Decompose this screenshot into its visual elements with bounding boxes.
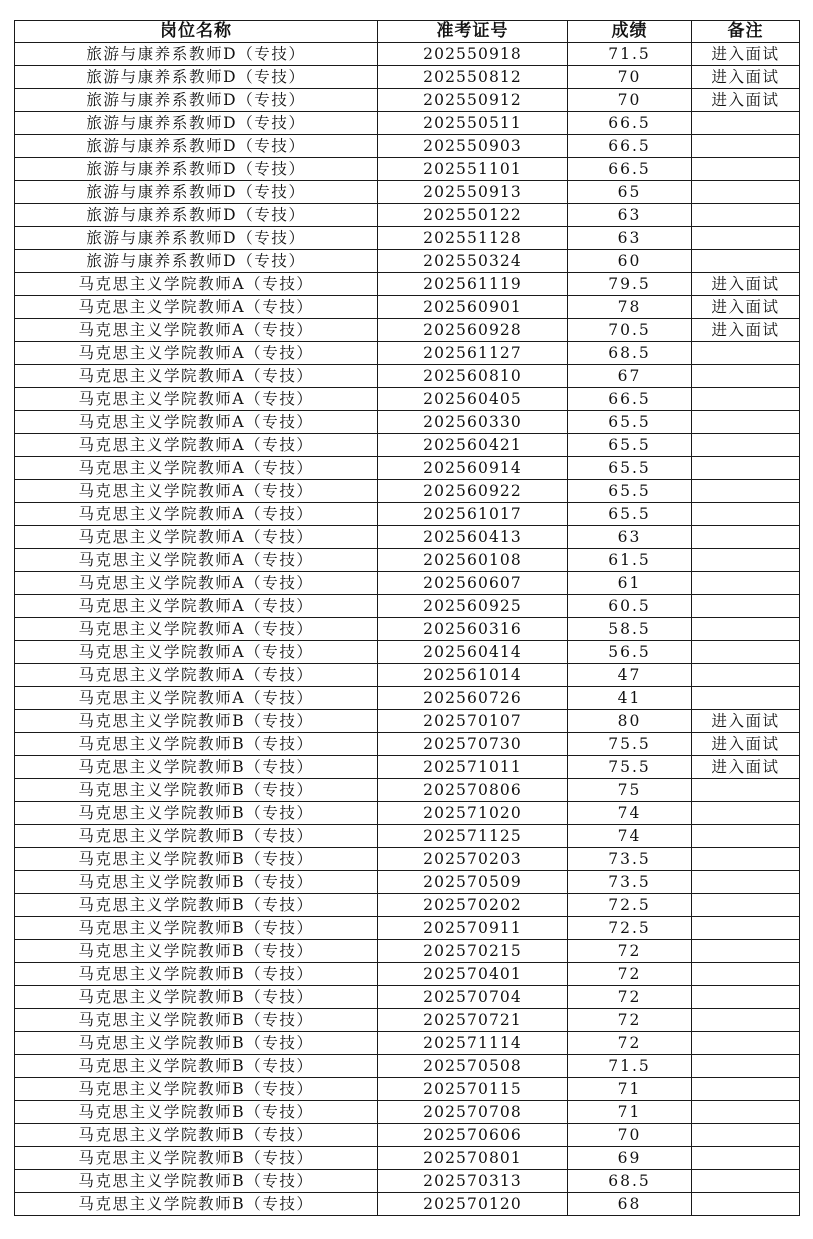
table-row: [15, 1147, 800, 1170]
score-cell: 74: [568, 802, 692, 825]
table-row: [15, 89, 800, 112]
table-row: [15, 756, 800, 779]
exam-id-cell: 202570401: [378, 963, 568, 986]
note-cell: [692, 1055, 800, 1078]
post-cell: 马克思主义学院教师A（专技）: [15, 595, 378, 618]
post-cell: 马克思主义学院教师A（专技）: [15, 434, 378, 457]
table-row: [15, 687, 800, 710]
score-cell: 68.5: [568, 342, 692, 365]
exam-id-cell: 202570606: [378, 1124, 568, 1147]
note-cell: [692, 664, 800, 687]
score-cell: 72.5: [568, 917, 692, 940]
exam-id-cell: 202551101: [378, 158, 568, 181]
table-row: [15, 1124, 800, 1147]
score-cell: 69: [568, 1147, 692, 1170]
post-cell: 马克思主义学院教师A（专技）: [15, 572, 378, 595]
post-cell: 马克思主义学院教师B（专技）: [15, 940, 378, 963]
post-cell: 马克思主义学院教师A（专技）: [15, 549, 378, 572]
post-cell: 马克思主义学院教师A（专技）: [15, 388, 378, 411]
note-cell: [692, 250, 800, 273]
score-cell: 71.5: [568, 43, 692, 66]
table-row: [15, 1055, 800, 1078]
exam-id-cell: 202560405: [378, 388, 568, 411]
post-cell: 马克思主义学院教师A（专技）: [15, 618, 378, 641]
exam-id-cell: 202571011: [378, 756, 568, 779]
exam-id-cell: 202560607: [378, 572, 568, 595]
note-cell: 进入面试: [692, 43, 800, 66]
score-cell: 65.5: [568, 434, 692, 457]
table-row: [15, 227, 800, 250]
score-cell: 70: [568, 1124, 692, 1147]
table-row: [15, 457, 800, 480]
exam-id-cell: 202570806: [378, 779, 568, 802]
score-cell: 67: [568, 365, 692, 388]
exam-id-cell: 202570202: [378, 894, 568, 917]
note-cell: [692, 342, 800, 365]
table-row: [15, 480, 800, 503]
note-cell: [692, 1032, 800, 1055]
note-cell: [692, 135, 800, 158]
note-cell: [692, 871, 800, 894]
exam-id-cell: 202570721: [378, 1009, 568, 1032]
post-cell: 马克思主义学院教师A（专技）: [15, 365, 378, 388]
score-cell: 70: [568, 66, 692, 89]
score-cell: 61: [568, 572, 692, 595]
table-row: [15, 503, 800, 526]
exam-id-cell: 202561014: [378, 664, 568, 687]
exam-id-cell: 202570107: [378, 710, 568, 733]
table-row: [15, 802, 800, 825]
exam-id-cell: 202550511: [378, 112, 568, 135]
exam-id-cell: 202560421: [378, 434, 568, 457]
post-cell: 马克思主义学院教师A（专技）: [15, 687, 378, 710]
note-cell: 进入面试: [692, 710, 800, 733]
post-cell: 马克思主义学院教师B（专技）: [15, 1147, 378, 1170]
table-row: [15, 250, 800, 273]
exam-id-cell: 202550812: [378, 66, 568, 89]
exam-id-cell: 202560316: [378, 618, 568, 641]
note-cell: [692, 411, 800, 434]
score-cell: 66.5: [568, 112, 692, 135]
note-cell: [692, 204, 800, 227]
table-row: [15, 1101, 800, 1124]
exam-id-cell: 202570508: [378, 1055, 568, 1078]
exam-id-cell: 202560726: [378, 687, 568, 710]
post-cell: 旅游与康养系教师D（专技）: [15, 112, 378, 135]
post-cell: 旅游与康养系教师D（专技）: [15, 89, 378, 112]
note-cell: [692, 687, 800, 710]
post-cell: 马克思主义学院教师A（专技）: [15, 342, 378, 365]
exam-id-cell: 202570313: [378, 1170, 568, 1193]
table-row: [15, 1193, 800, 1216]
exam-id-cell: 202570115: [378, 1078, 568, 1101]
note-cell: 进入面试: [692, 733, 800, 756]
note-cell: [692, 1009, 800, 1032]
note-cell: 进入面试: [692, 319, 800, 342]
table-row: [15, 572, 800, 595]
table-row: [15, 963, 800, 986]
score-cell: 72: [568, 940, 692, 963]
note-cell: [692, 848, 800, 871]
note-cell: [692, 503, 800, 526]
table-row: [15, 342, 800, 365]
post-cell: 马克思主义学院教师B（专技）: [15, 1055, 378, 1078]
exam-id-cell: 202570215: [378, 940, 568, 963]
note-cell: [692, 641, 800, 664]
post-cell: 马克思主义学院教师B（专技）: [15, 848, 378, 871]
score-cell: 71: [568, 1101, 692, 1124]
note-cell: [692, 917, 800, 940]
table-row: [15, 664, 800, 687]
post-cell: 马克思主义学院教师A（专技）: [15, 503, 378, 526]
table-row: [15, 1170, 800, 1193]
note-cell: 进入面试: [692, 66, 800, 89]
table-row: [15, 917, 800, 940]
exam-id-cell: 202560925: [378, 595, 568, 618]
exam-id-cell: 202560928: [378, 319, 568, 342]
score-cell: 56.5: [568, 641, 692, 664]
score-cell: 68.5: [568, 1170, 692, 1193]
exam-id-cell: 202561127: [378, 342, 568, 365]
table-row: [15, 135, 800, 158]
note-cell: [692, 1193, 800, 1216]
score-cell: 70.5: [568, 319, 692, 342]
table-row: [15, 618, 800, 641]
table-row: [15, 1009, 800, 1032]
score-cell: 73.5: [568, 871, 692, 894]
exam-id-cell: 202550324: [378, 250, 568, 273]
score-cell: 80: [568, 710, 692, 733]
table-row: [15, 871, 800, 894]
score-cell: 75.5: [568, 756, 692, 779]
score-cell: 72: [568, 1009, 692, 1032]
exam-id-cell: 202551128: [378, 227, 568, 250]
score-cell: 65.5: [568, 480, 692, 503]
score-cell: 78: [568, 296, 692, 319]
table-row: [15, 549, 800, 572]
note-cell: [692, 1124, 800, 1147]
note-cell: [692, 480, 800, 503]
score-cell: 75: [568, 779, 692, 802]
score-cell: 79.5: [568, 273, 692, 296]
score-cell: 65.5: [568, 411, 692, 434]
post-cell: 马克思主义学院教师B（专技）: [15, 756, 378, 779]
score-cell: 75.5: [568, 733, 692, 756]
post-cell: 旅游与康养系教师D（专技）: [15, 204, 378, 227]
table-row: [15, 825, 800, 848]
table-row: [15, 641, 800, 664]
post-cell: 旅游与康养系教师D（专技）: [15, 158, 378, 181]
score-cell: 72: [568, 1032, 692, 1055]
score-cell: 72: [568, 963, 692, 986]
score-cell: 72: [568, 986, 692, 1009]
post-cell: 马克思主义学院教师B（专技）: [15, 1124, 378, 1147]
score-cell: 65.5: [568, 503, 692, 526]
note-cell: [692, 434, 800, 457]
header-row: [15, 21, 800, 43]
table-body: [15, 43, 800, 1216]
exam-id-cell: 202560922: [378, 480, 568, 503]
table-row: [15, 365, 800, 388]
exam-id-cell: 202561017: [378, 503, 568, 526]
exam-id-cell: 202571125: [378, 825, 568, 848]
exam-id-cell: 202571020: [378, 802, 568, 825]
post-cell: 马克思主义学院教师B（专技）: [15, 917, 378, 940]
note-cell: 进入面试: [692, 756, 800, 779]
table-row: [15, 204, 800, 227]
note-cell: [692, 986, 800, 1009]
exam-id-cell: 202550122: [378, 204, 568, 227]
note-cell: [692, 963, 800, 986]
note-cell: [692, 802, 800, 825]
table-row: [15, 296, 800, 319]
post-cell: 旅游与康养系教师D（专技）: [15, 227, 378, 250]
post-cell: 马克思主义学院教师B（专技）: [15, 733, 378, 756]
exam-id-cell: 202550903: [378, 135, 568, 158]
note-cell: [692, 549, 800, 572]
score-cell: 73.5: [568, 848, 692, 871]
table-row: [15, 894, 800, 917]
post-cell: 旅游与康养系教师D（专技）: [15, 66, 378, 89]
score-cell: 72.5: [568, 894, 692, 917]
note-cell: [692, 825, 800, 848]
score-cell: 63: [568, 204, 692, 227]
post-cell: 旅游与康养系教师D（专技）: [15, 43, 378, 66]
note-cell: [692, 112, 800, 135]
note-cell: [692, 1170, 800, 1193]
table-row: [15, 112, 800, 135]
post-cell: 马克思主义学院教师B（专技）: [15, 710, 378, 733]
header-post: 岗位名称: [15, 21, 378, 43]
score-cell: 65.5: [568, 457, 692, 480]
exam-id-cell: 202570801: [378, 1147, 568, 1170]
table-row: [15, 986, 800, 1009]
table-row: [15, 411, 800, 434]
post-cell: 马克思主义学院教师B（专技）: [15, 1078, 378, 1101]
post-cell: 马克思主义学院教师B（专技）: [15, 894, 378, 917]
table-row: [15, 319, 800, 342]
post-cell: 马克思主义学院教师B（专技）: [15, 963, 378, 986]
exam-id-cell: 202560810: [378, 365, 568, 388]
note-cell: [692, 526, 800, 549]
note-cell: [692, 457, 800, 480]
score-cell: 60.5: [568, 595, 692, 618]
table-row: [15, 434, 800, 457]
score-cell: 58.5: [568, 618, 692, 641]
post-cell: 旅游与康养系教师D（专技）: [15, 135, 378, 158]
post-cell: 旅游与康养系教师D（专技）: [15, 181, 378, 204]
note-cell: [692, 1101, 800, 1124]
post-cell: 旅游与康养系教师D（专技）: [15, 250, 378, 273]
score-table: [14, 20, 800, 1216]
exam-id-cell: 202570509: [378, 871, 568, 894]
note-cell: [692, 181, 800, 204]
table-row: [15, 1032, 800, 1055]
post-cell: 马克思主义学院教师A（专技）: [15, 273, 378, 296]
post-cell: 马克思主义学院教师B（专技）: [15, 779, 378, 802]
score-cell: 71.5: [568, 1055, 692, 1078]
exam-id-cell: 202570911: [378, 917, 568, 940]
exam-id-cell: 202570704: [378, 986, 568, 1009]
score-cell: 63: [568, 526, 692, 549]
table-row: [15, 66, 800, 89]
header-exam-id: 准考证号: [378, 21, 568, 43]
score-cell: 71: [568, 1078, 692, 1101]
score-cell: 60: [568, 250, 692, 273]
score-cell: 47: [568, 664, 692, 687]
exam-id-cell: 202550918: [378, 43, 568, 66]
table-row: [15, 273, 800, 296]
post-cell: 马克思主义学院教师A（专技）: [15, 526, 378, 549]
table-row: [15, 1078, 800, 1101]
post-cell: 马克思主义学院教师B（专技）: [15, 802, 378, 825]
table-row: [15, 181, 800, 204]
post-cell: 马克思主义学院教师A（专技）: [15, 319, 378, 342]
score-cell: 66.5: [568, 388, 692, 411]
score-cell: 61.5: [568, 549, 692, 572]
header-note: 备注: [692, 21, 800, 43]
table-row: [15, 43, 800, 66]
table-row: [15, 710, 800, 733]
exam-id-cell: 202560914: [378, 457, 568, 480]
score-cell: 70: [568, 89, 692, 112]
exam-id-cell: 202560108: [378, 549, 568, 572]
post-cell: 马克思主义学院教师B（专技）: [15, 1009, 378, 1032]
post-cell: 马克思主义学院教师B（专技）: [15, 1193, 378, 1216]
exam-id-cell: 202570120: [378, 1193, 568, 1216]
post-cell: 马克思主义学院教师B（专技）: [15, 1101, 378, 1124]
table-row: [15, 848, 800, 871]
exam-id-cell: 202570203: [378, 848, 568, 871]
note-cell: [692, 572, 800, 595]
note-cell: [692, 940, 800, 963]
exam-id-cell: 202560901: [378, 296, 568, 319]
table-row: [15, 158, 800, 181]
note-cell: [692, 894, 800, 917]
post-cell: 马克思主义学院教师B（专技）: [15, 986, 378, 1009]
table-row: [15, 733, 800, 756]
note-cell: [692, 365, 800, 388]
exam-id-cell: 202570708: [378, 1101, 568, 1124]
note-cell: [692, 158, 800, 181]
exam-id-cell: 202560413: [378, 526, 568, 549]
note-cell: [692, 388, 800, 411]
score-cell: 66.5: [568, 135, 692, 158]
score-cell: 74: [568, 825, 692, 848]
post-cell: 马克思主义学院教师B（专技）: [15, 871, 378, 894]
post-cell: 马克思主义学院教师A（专技）: [15, 457, 378, 480]
score-cell: 41: [568, 687, 692, 710]
table-row: [15, 526, 800, 549]
table-row: [15, 388, 800, 411]
table-row: [15, 779, 800, 802]
post-cell: 马克思主义学院教师B（专技）: [15, 1170, 378, 1193]
table-row: [15, 595, 800, 618]
note-cell: [692, 1078, 800, 1101]
score-cell: 63: [568, 227, 692, 250]
exam-id-cell: 202571114: [378, 1032, 568, 1055]
note-cell: [692, 227, 800, 250]
score-cell: 66.5: [568, 158, 692, 181]
note-cell: 进入面试: [692, 89, 800, 112]
exam-id-cell: 202550912: [378, 89, 568, 112]
table-row: [15, 940, 800, 963]
post-cell: 马克思主义学院教师A（专技）: [15, 641, 378, 664]
note-cell: [692, 618, 800, 641]
post-cell: 马克思主义学院教师B（专技）: [15, 1032, 378, 1055]
score-cell: 65: [568, 181, 692, 204]
post-cell: 马克思主义学院教师A（专技）: [15, 664, 378, 687]
exam-id-cell: 202570730: [378, 733, 568, 756]
note-cell: [692, 779, 800, 802]
post-cell: 马克思主义学院教师A（专技）: [15, 480, 378, 503]
note-cell: 进入面试: [692, 296, 800, 319]
note-cell: 进入面试: [692, 273, 800, 296]
exam-id-cell: 202550913: [378, 181, 568, 204]
exam-id-cell: 202560330: [378, 411, 568, 434]
post-cell: 马克思主义学院教师A（专技）: [15, 411, 378, 434]
post-cell: 马克思主义学院教师A（专技）: [15, 296, 378, 319]
header-score: 成绩: [568, 21, 692, 43]
note-cell: [692, 1147, 800, 1170]
exam-id-cell: 202561119: [378, 273, 568, 296]
exam-id-cell: 202560414: [378, 641, 568, 664]
note-cell: [692, 595, 800, 618]
post-cell: 马克思主义学院教师B（专技）: [15, 825, 378, 848]
score-cell: 68: [568, 1193, 692, 1216]
